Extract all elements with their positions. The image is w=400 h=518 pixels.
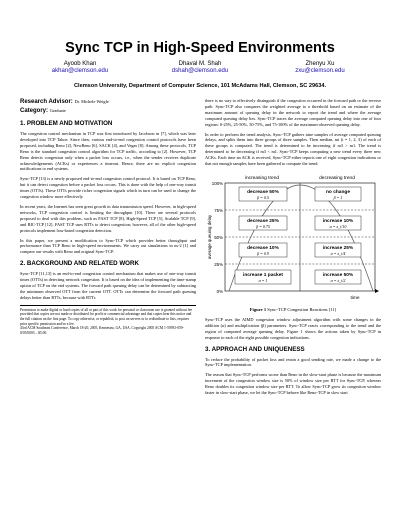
reaction-box-decrease-25 <box>239 216 287 230</box>
paragraph: In order to perform the trend analysis, Sync-TCP gathers nine samples of average computed queuing delays, and splits them into three groups of three samples. Then median, mi (i = 1, 2, 3) of each of these groups is computed. The trend is determined to be increasing if m3 > m1. The trend is determined to be decreasing if m3 < m1. Sync-TCP keeps computing a new trend every three new ACKs. Each time an ACK is received, Sync-TCP either reports one of eight congestion indications or that not enough samples have been gathered to compute the trend. <box>205 131 381 167</box>
svg-text:increase 1 packet: increase 1 packet <box>242 272 284 278</box>
affiliation: Clemson University, Department of Computer Science, 101 McAdams Hall, Clemson, SC 29634. <box>73 83 326 89</box>
paragraph: The congestion control mechanism in TCP was first introduced by Jacobson in [7], which was later developed into TCP Tahoe. Since then, various end-to-end congestion control protocols have been proposed, including Reno [2], NewReno [6], SACK [4], and Vegas [8]. Among these protocols, TCP Reno is the standard congestion control algorithm for TCP traffic, according to [2]. However, TCP Reno detects congestion only when a packet loss occurs, i.e., when the sender receives duplicate acknowledgements (ACKs) or experiences a timeout. Hence, there are no explicit congestion notifications to end systems. <box>20 131 196 172</box>
reaction-box-no-change <box>315 187 361 201</box>
svg-text:decrease 10%: decrease 10% <box>247 245 279 251</box>
paper-title: Sync TCP in High-Speed Environments <box>65 40 335 56</box>
author-email[interactable]: akhan@clemson.edu <box>51 68 109 74</box>
section-heading-2: 2. BACKGROUND AND RELATED WORK <box>20 260 139 268</box>
svg-text:β = 0.9: β = 0.9 <box>257 250 269 256</box>
svg-text:β = 1: β = 1 <box>333 194 343 200</box>
paragraph: Sync-TCP [11,13] is an end-to-end congestion control mechanism that makes use of one-way transit times (OTTs) in detecting network congestion. It is based on the idea of implementing the time-stamp option of TCP on the end systems. The forward path queuing delay can be determined by subtracting the minimum observed OTT from the current OTT. OTTs can determine the forward path queuing delays better than RTTs, because with RTTs <box>20 271 196 300</box>
reaction-box-increase-50 <box>315 270 361 284</box>
advisor-line <box>20 98 196 115</box>
paragraph: there is no way to effectively distinguish if the congestion occurred in the forward path or the reverse path. Sync-TCP also compares the weighted average to a threshold based on an estimate of the maximum amount of queuing delay in the network to report the trend and where the average computed queuing delay lies. Sync-TCP traces the average computed queuing delay into one of four regions: 0-25%, 25-50%, 50-75%, and 75-100% of the maximum-observed queuing delay. <box>205 98 381 127</box>
figure-1 <box>205 171 381 305</box>
tick-label: 0% <box>216 288 223 294</box>
category-label: Category: <box>20 107 49 114</box>
x-axis-label: time <box>350 295 360 301</box>
category-value: Graduate <box>49 107 66 113</box>
svg-text:increase 10%: increase 10% <box>322 218 354 224</box>
permission-notice <box>20 305 196 336</box>
svg-text:increase 50%: increase 50% <box>322 272 354 278</box>
svg-text:β = 0.75: β = 0.75 <box>256 223 270 229</box>
author-email[interactable]: zxu@clemson.edu <box>295 68 345 74</box>
figure-caption <box>205 307 381 313</box>
paragraph: Sync-TCP uses the AIMD congestion window adjustment algorithm with some changes in the addition (α) and multiplication (β) parameters. Sync-TCP reacts corresponding to the trend and the region of computed average queuing delay. Figure 1 shows the actions taken by Sync-TCP in response to each of the eight possible congestion indications. <box>205 316 381 340</box>
svg-text:no change: no change <box>326 189 350 195</box>
section-heading-1: 1. PROBLEM AND MOTIVATION <box>20 120 113 127</box>
permission-text: Permission to make digital or hard copies of all or part of this work for personal or classroom use is granted without fee provided that copies are not made or distributed for profit or commercial advantage and that copies bear this notice and the full citation on the first page. To copy otherwise, or republish, to post on servers or to redistribute to lists, requires prior specific permission and/or a fee. <box>20 307 193 326</box>
author-list <box>0 61 400 81</box>
svg-text:α = x_i/4: α = x_i/4 <box>330 250 346 256</box>
congestion-reaction-diagram <box>205 171 381 305</box>
paragraph: In recent years, the Internet has seen great growth in data transmission speed. However, in high-speed networks, TCP congestion control is limiting the throughput [10]. There are several protocols proposed to deal with this problem, such as FAST TCP [8], High-Speed TCP [5], Scalable TCP [9], and BIC-TCP [12]. FAST TCP uses RTTs to detect congestion; however, all of the other high-speed protocols implement loss-based congestion detection. <box>20 203 196 233</box>
y-axis-label: average queuing delay <box>207 214 212 260</box>
right-column <box>205 98 381 400</box>
author-2 <box>145 61 255 75</box>
reaction-box-decrease-10 <box>239 243 287 257</box>
svg-text:α = 1: α = 1 <box>258 277 268 283</box>
svg-text:increase 25%: increase 25% <box>322 245 354 251</box>
tick-label: 100% <box>211 180 223 186</box>
author-1 <box>25 61 135 75</box>
time-axis-arrow <box>375 289 379 293</box>
paragraph: To reduce the probability of packet loss and retain a good sending rate, we made a change to the Sync-TCP implementation. <box>205 356 381 368</box>
advisor-name: Dr. Michele Weigle <box>74 99 109 104</box>
increasing-trend-label: increasing trend <box>244 175 280 181</box>
paragraph: The reason that Sync-TCP performs worse than Reno in the slow-start phase is because the maximum increment of the congestion window size is 50% of window size per RTT for Sync-TCP, whereas Reno doubles its congestion window size per RTT. To allow Sync-TCP grow its congestion window faster in slow-start phase, we let the Sync-TCP behave like Reno-TCP in slow start <box>205 372 381 396</box>
decreasing-trend-label: decreasing trend <box>319 175 355 181</box>
section-heading-3: 3. APPROACH AND UNIQUENESS <box>205 345 305 353</box>
svg-text:decrease 25%: decrease 25% <box>247 218 279 224</box>
conference-info: 43rd ACM Southeast Conference, March 18-20, 2005, Kennesaw, GA, USA. Copyright 2005 ACM 1-59593-059-0/05/0003 ...$5.00. <box>20 326 184 335</box>
reaction-box-decrease-50 <box>239 187 287 201</box>
author-name: Ayoob Khan <box>63 61 97 67</box>
figure-caption-text: Sync-TCP Congestion Reactions [11] <box>267 306 337 312</box>
author-name: Dhaval M. Shah <box>178 61 222 67</box>
advisor-label: Research Advisor: <box>20 99 73 105</box>
svg-text:decrease 50%: decrease 50% <box>247 189 279 195</box>
tick-label: 25% <box>214 261 223 267</box>
reaction-box-increase-25 <box>315 243 361 257</box>
reaction-box-increase-10 <box>315 216 361 230</box>
tick-label: 75% <box>214 207 223 213</box>
tick-label: 50% <box>214 234 223 240</box>
paragraph: In this paper, we present a modification to Sync-TCP which provides better throughput and performance than TCP Reno in high-speed environments. We carry out simulations in ns-2 [1] and compare our results with Reno and original Sync-TCP. <box>20 237 196 255</box>
reaction-box-increase-1-packet <box>235 270 291 284</box>
svg-text:β = 0.5: β = 0.5 <box>257 194 269 200</box>
author-email[interactable]: dshah@clemson.edu <box>171 68 229 74</box>
svg-text:α = x_i/2: α = x_i/2 <box>330 277 346 283</box>
author-3 <box>265 61 375 75</box>
author-name: Zhenyu Xu <box>305 61 335 67</box>
paragraph: Sync-TCP [13] is a newly proposed end-to-end congestion control protocol. It is based on TCP Reno, but it can detect congestion before a packet loss occurs. This is done with the help of one-way transit times (OTTs). These OTTs provide richer congestion signals which in turn can be used to change the congestion window more effectively. <box>20 176 196 200</box>
left-column <box>20 98 196 335</box>
figure-caption-label: Figure 1 <box>249 306 267 312</box>
svg-text:α = x_i/10: α = x_i/10 <box>329 223 347 229</box>
